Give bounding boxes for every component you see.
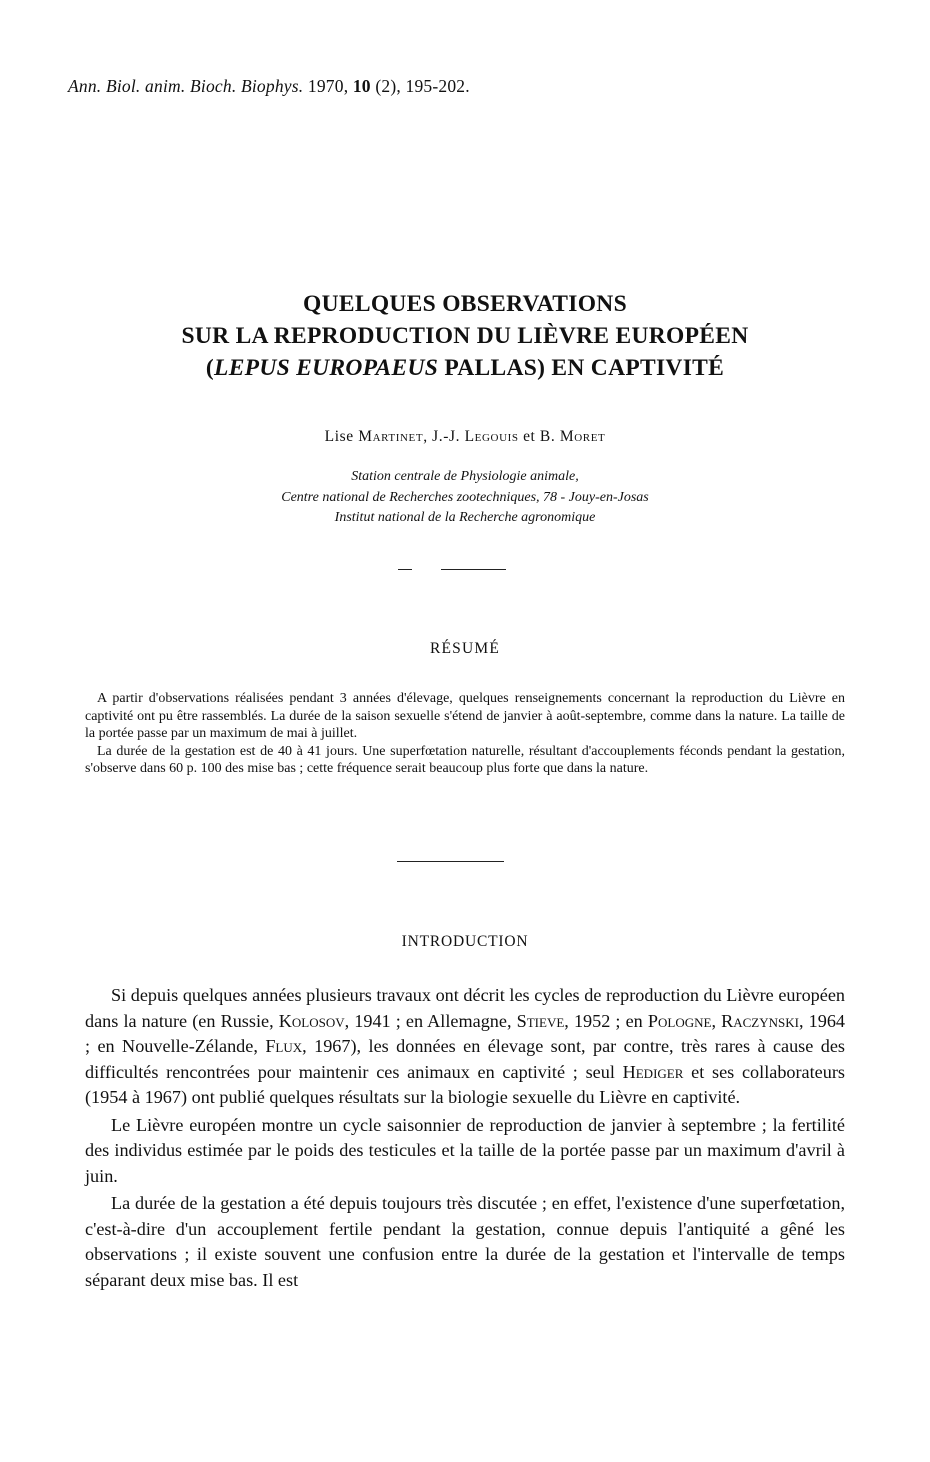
resume-heading: RÉSUMÉ (429, 640, 501, 657)
intro-p1-text-1: Si depuis quelques années plusieurs travaux ont décrit les cycles de reproduction du Lièvre européen dans la nature (en Russie, (85, 985, 845, 1031)
title-line-3-rest: PALLAS) EN CAPTIVITÉ (438, 355, 725, 381)
intro-paragraph-1 (85, 983, 845, 1111)
author-3-last: Moret (559, 428, 606, 445)
introduction-body (85, 983, 845, 1295)
citation-name-stieve: Stieve (516, 1010, 565, 1031)
article-title (60, 288, 870, 384)
intro-p1-text-2: , 1941 ; en Allemagne, (344, 1010, 517, 1031)
citation-volume: 10 (352, 76, 371, 96)
intro-p1-text-7: et ses collaborateurs (1954 à 1967) ont publié quelques résultats sur la biologie sexuelle du Lièvre en captivité. (85, 1061, 845, 1107)
intro-p1-text-3: , 1952 ; en (564, 1010, 648, 1031)
title-line-2: SUR LA REPRODUCTION DU LIÈVRE EUROPÉEN (181, 323, 749, 349)
affiliation-line-3: Institut national de la Recherche agronomique (334, 510, 596, 525)
citation-name-flux: Flux (265, 1036, 303, 1056)
intro-p1-text-6: , 1967), les données en élevage sont, par contre, très rares à cause des difficultés rencontrées pour maintenir ces animaux en captivité ; seul (85, 1036, 845, 1082)
introduction-heading: INTRODUCTION (401, 933, 529, 950)
journal-name: Ann. Biol. anim. Bioch. Biophys. (68, 76, 304, 96)
author-sep-1: , J.-J. (423, 428, 465, 445)
intro-p1-text-4: , (711, 1010, 722, 1031)
abstract-paragraph-2: La durée de la gestation est de 40 à 41 jours. Une superfœtation naturelle, résultant d'accouplements féconds pendant la gestation, s'observe dans 60 p. 100 des mise bas ; cette fréquence serait beaucoup plus forte que dans la nature. (85, 743, 845, 776)
abstract-end-rule (397, 861, 504, 862)
affiliation-line-1: Station centrale de Physiologie animale, (351, 469, 579, 484)
title-species: LEPUS EUROPAEUS (214, 355, 439, 381)
author-list (60, 428, 870, 446)
author-sep-2: et B. (518, 428, 560, 445)
citation-name-hediger: Hediger (622, 1061, 684, 1082)
affiliation (60, 467, 870, 529)
intro-p1-text-5: , 1964 ; en Nouvelle-Zélande, (85, 1010, 846, 1056)
abstract-paragraph-1: A partir d'observations réalisées pendant 3 années d'élevage, quelques renseignements concernant la reproduction du Lièvre en captivité ont pu être rassemblés. La durée de la saison sexuelle s'étend de janvier à août-septembre, comme dans la nature. La taille de la portée passe par un maximum de mai à juillet. (85, 691, 845, 741)
separator-rule (441, 569, 506, 570)
abstract (85, 690, 845, 778)
title-line-3 (60, 352, 870, 384)
citation-name-pologne: Pologne (647, 1010, 712, 1031)
citation-year: 1970, (307, 76, 349, 96)
citation-name-kolosov: Kolosov (278, 1010, 345, 1031)
affiliation-line-2: Centre national de Recherches zootechniques, 78 - Jouy-en-Josas (281, 489, 649, 505)
title-paren-open: ( (205, 355, 215, 381)
intro-paragraph-2: Le Lièvre européen montre un cycle saisonnier de reproduction de janvier à septembre ; la fertilité des individus estimée par le poids des testicules et la taille de la portée passe par un maximum d'avril à juin. (85, 1114, 845, 1186)
author-1-first: Lise (324, 428, 359, 445)
author-2-last: Legouis (464, 428, 519, 445)
intro-paragraph-3: La durée de la gestation a été depuis toujours très discutée ; en effet, l'existence d'une superfœtation, c'est-à-dire d'un accouplement fertile pendant la gestation, connue depuis l'antiquité a gêné les observations ; il existe souvent une confusion entre la durée de la gestation et l'intervalle de temps séparant deux mise bas. Il est (85, 1193, 845, 1290)
journal-citation (68, 76, 470, 97)
title-line-1: QUELQUES OBSERVATIONS (303, 291, 627, 317)
separator-dash (398, 569, 412, 570)
citation-name-raczynski: Raczynski (721, 1010, 799, 1031)
author-1-last: Martinet (358, 428, 424, 445)
citation-issue-pages: (2), 195-202. (375, 76, 470, 96)
